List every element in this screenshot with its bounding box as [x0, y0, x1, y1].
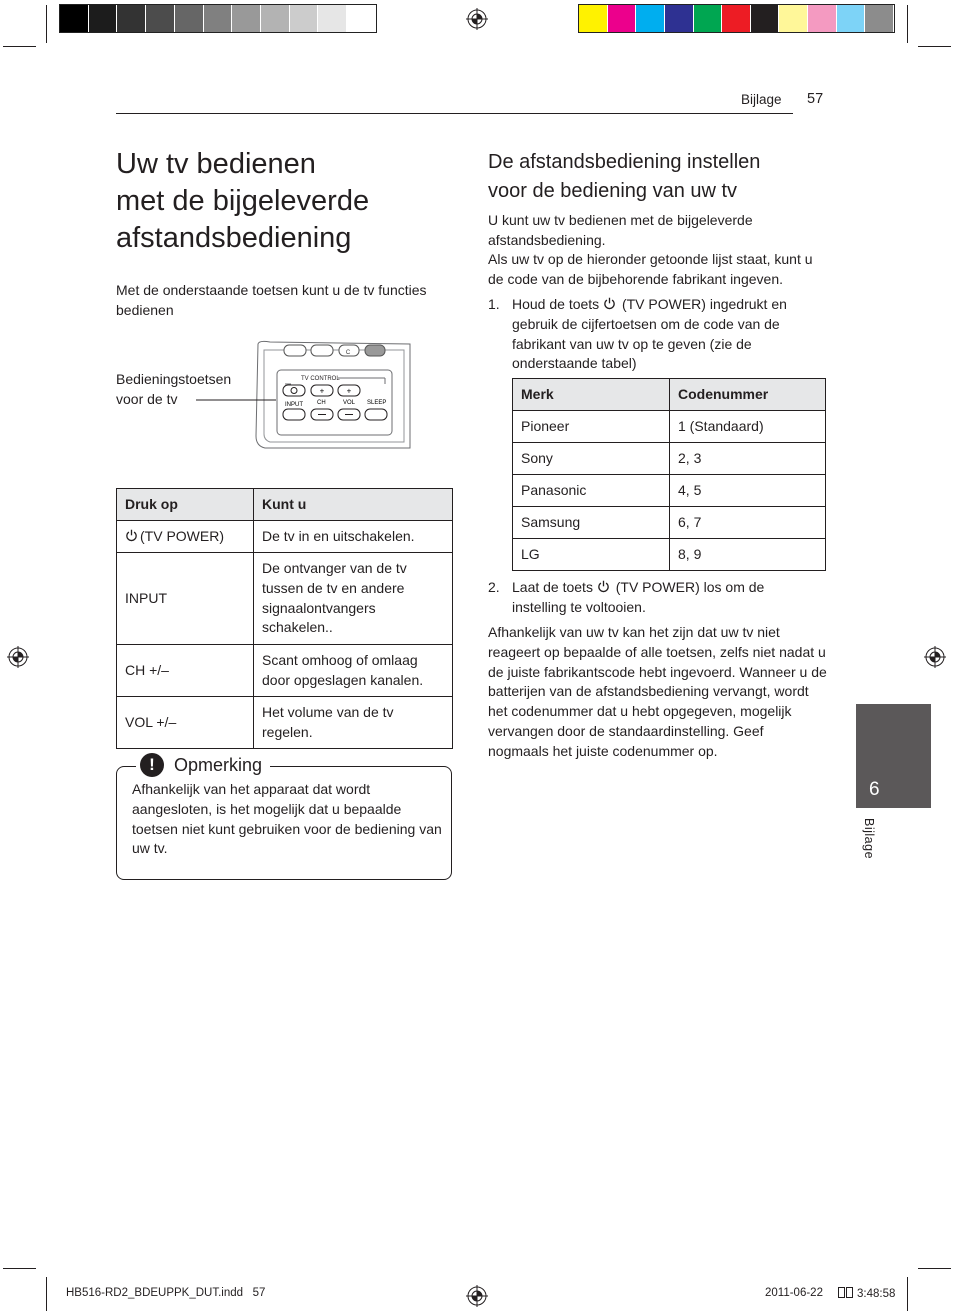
- table-row: [117, 645, 453, 697]
- step-text: [512, 578, 812, 618]
- callout-label-line: Bedieningstoetsen: [116, 371, 232, 387]
- footer-date: 2011-06-22: [765, 1287, 823, 1299]
- step-text: [512, 295, 812, 374]
- svg-text:+: +: [346, 386, 352, 396]
- remote-group-label: TV CONTROL: [301, 376, 340, 382]
- table-cell: [117, 521, 254, 553]
- page-title-line: met de bijgeleverde: [116, 185, 370, 217]
- crop-mark: [3, 46, 36, 47]
- section-title: [488, 148, 833, 206]
- color-swatch: [779, 5, 808, 32]
- color-swatch: [146, 5, 175, 32]
- note-header: [136, 752, 270, 778]
- table-cell: Het volume van de tv regelen.: [254, 697, 453, 749]
- step-text-part: Houd de toets: [512, 296, 600, 312]
- running-head-section: Bijlage: [741, 92, 782, 107]
- table-row: [117, 521, 453, 553]
- page-number: 57: [807, 91, 824, 107]
- table-header: Merk: [513, 379, 670, 411]
- step-text-part: (TV POWER) ingedrukt en gebruik de cijfertoetsen om de code van de fabrikant van uw tv op te geven (zie de onderstaande tabel): [512, 296, 787, 372]
- color-swatch: [608, 5, 637, 32]
- table-cell: 2, 3: [670, 443, 826, 475]
- remote-button-label: INPUT: [285, 402, 303, 408]
- table-cell: Pioneer: [513, 411, 670, 443]
- section-title-line: voor de bediening van uw tv: [488, 180, 738, 202]
- step-number: 2.: [488, 579, 500, 595]
- power-icon: [125, 529, 138, 542]
- remote-control-illustration: [190, 340, 415, 452]
- table-row: [513, 507, 826, 539]
- note-title: Opmerking: [174, 754, 263, 775]
- table-cell: 1 (Standaard): [670, 411, 826, 443]
- color-swatch: [808, 5, 837, 32]
- color-swatch: [60, 5, 89, 32]
- color-swatch: [837, 5, 866, 32]
- remote-button-label: VOL: [343, 400, 356, 406]
- color-swatch: [665, 5, 694, 32]
- svg-text:+: +: [319, 386, 325, 396]
- paragraph: Afhankelijk van uw tv kan het zijn dat uw tv niet reageert op bepaalde of alle toetsen, zelfs niet nadat u de juiste fabrikantscode hebt ingevoerd. Wanneer u de batterijen van de afstandsbediening vervangt, wordt het codenummer dat u hebt opgegeven, mogelijk vervangen door de standaardinstelling. Geef nogmaals het juiste codenummer op.: [488, 624, 827, 759]
- color-swatch: [347, 5, 376, 32]
- footer-file: HB516-RD2_BDEUPPK_DUT.indd 57: [66, 1287, 266, 1299]
- table-row: [117, 697, 453, 749]
- chapter-tab: [856, 704, 931, 808]
- chapter-number: 6: [869, 779, 880, 800]
- chapter-label: Bijlage: [862, 818, 876, 860]
- power-icon: [603, 297, 616, 310]
- remote-button-label: CH: [317, 400, 326, 406]
- table-cell: 6, 7: [670, 507, 826, 539]
- color-swatch: [232, 5, 261, 32]
- power-icon: [597, 580, 610, 593]
- crop-mark: [918, 1268, 951, 1269]
- color-swatch: [722, 5, 751, 32]
- remote-button-label: SLEEP: [367, 400, 387, 406]
- color-swatch-bar: [578, 4, 895, 33]
- color-swatch: [636, 5, 665, 32]
- crop-mark: [3, 1268, 36, 1269]
- color-swatch: [204, 5, 233, 32]
- table-cell: 8, 9: [670, 539, 826, 571]
- table-row: [513, 539, 826, 571]
- footer-time: [838, 1287, 895, 1300]
- table-row: [513, 411, 826, 443]
- table-header: Kunt u: [254, 489, 453, 521]
- button-function-table: [116, 488, 453, 749]
- table-cell: De ontvanger van de tv tussen de tv en andere signaalontvangers schakelen..: [254, 553, 453, 645]
- table-header: Druk op: [117, 489, 254, 521]
- color-swatch: [579, 5, 608, 32]
- table-cell: Samsung: [513, 507, 670, 539]
- header-rule: [116, 113, 793, 114]
- color-swatch: [318, 5, 347, 32]
- registration-mark-icon: [7, 646, 29, 668]
- table-cell: CH +/–: [117, 645, 254, 697]
- color-swatch: [261, 5, 290, 32]
- note-text: Afhankelijk van het apparaat dat wordt aangesloten, is het mogelijk dat u bepaalde toetsen niet kunt gebruiken voor de bediening van uw tv.: [132, 781, 442, 857]
- color-swatch: [751, 5, 780, 32]
- table-cell: INPUT: [117, 553, 254, 645]
- page-title-line: Uw tv bedienen: [116, 148, 316, 180]
- exclamation-icon: !: [140, 753, 164, 777]
- color-swatch: [175, 5, 204, 32]
- table-cell: Sony: [513, 443, 670, 475]
- crop-mark: [907, 1277, 908, 1311]
- registration-mark-icon: [466, 1285, 488, 1307]
- table-cell-text: (TV POWER): [140, 527, 224, 544]
- page-title-line: afstandsbediening: [116, 222, 352, 254]
- gray-swatch-bar: [59, 4, 377, 33]
- table-row: [513, 475, 826, 507]
- color-swatch: [117, 5, 146, 32]
- registration-mark-icon: [924, 646, 946, 668]
- paragraph: Als uw tv op de hieronder getoonde lijst staat, kunt u de code van de bijbehorende fabrikant ingeven.: [488, 251, 813, 287]
- crop-mark: [907, 5, 908, 43]
- step-text-part: Laat de toets: [512, 579, 593, 595]
- table-cell: 4, 5: [670, 475, 826, 507]
- color-swatch: [694, 5, 723, 32]
- crop-mark: [46, 5, 47, 43]
- footer-time-text: 3:48:58: [857, 1288, 896, 1300]
- paragraph: U kunt uw tv bedienen met de bijgeleverde afstandsbediening.: [488, 212, 753, 248]
- table-cell: De tv in en uitschakelen.: [254, 521, 453, 553]
- crop-mark: [918, 46, 951, 47]
- intro-text: Met de onderstaande toetsen kunt u de tv functies bedienen: [116, 282, 427, 318]
- callout-label-line: voor de tv: [116, 390, 178, 407]
- table-cell: VOL +/–: [117, 697, 254, 749]
- color-swatch: [290, 5, 319, 32]
- table-cell: Scant omhoog of omlaag door opgeslagen kanalen.: [254, 645, 453, 697]
- page-title: [116, 146, 456, 257]
- color-swatch: [865, 5, 894, 32]
- color-swatch: [89, 5, 118, 32]
- manufacturer-code-table: [512, 378, 826, 571]
- table-row: [117, 553, 453, 645]
- table-row: [513, 443, 826, 475]
- table-cell: LG: [513, 539, 670, 571]
- table-header: Codenummer: [670, 379, 826, 411]
- crop-mark: [46, 1277, 47, 1311]
- step-text-part: (TV POWER) los om de instelling te voltooien.: [512, 579, 765, 615]
- section-title-line: De afstandsbediening instellen: [488, 151, 761, 173]
- svg-text:C: C: [345, 350, 351, 356]
- table-cell: Panasonic: [513, 475, 670, 507]
- step-number: 1.: [488, 296, 500, 312]
- registration-mark-icon: [466, 8, 488, 30]
